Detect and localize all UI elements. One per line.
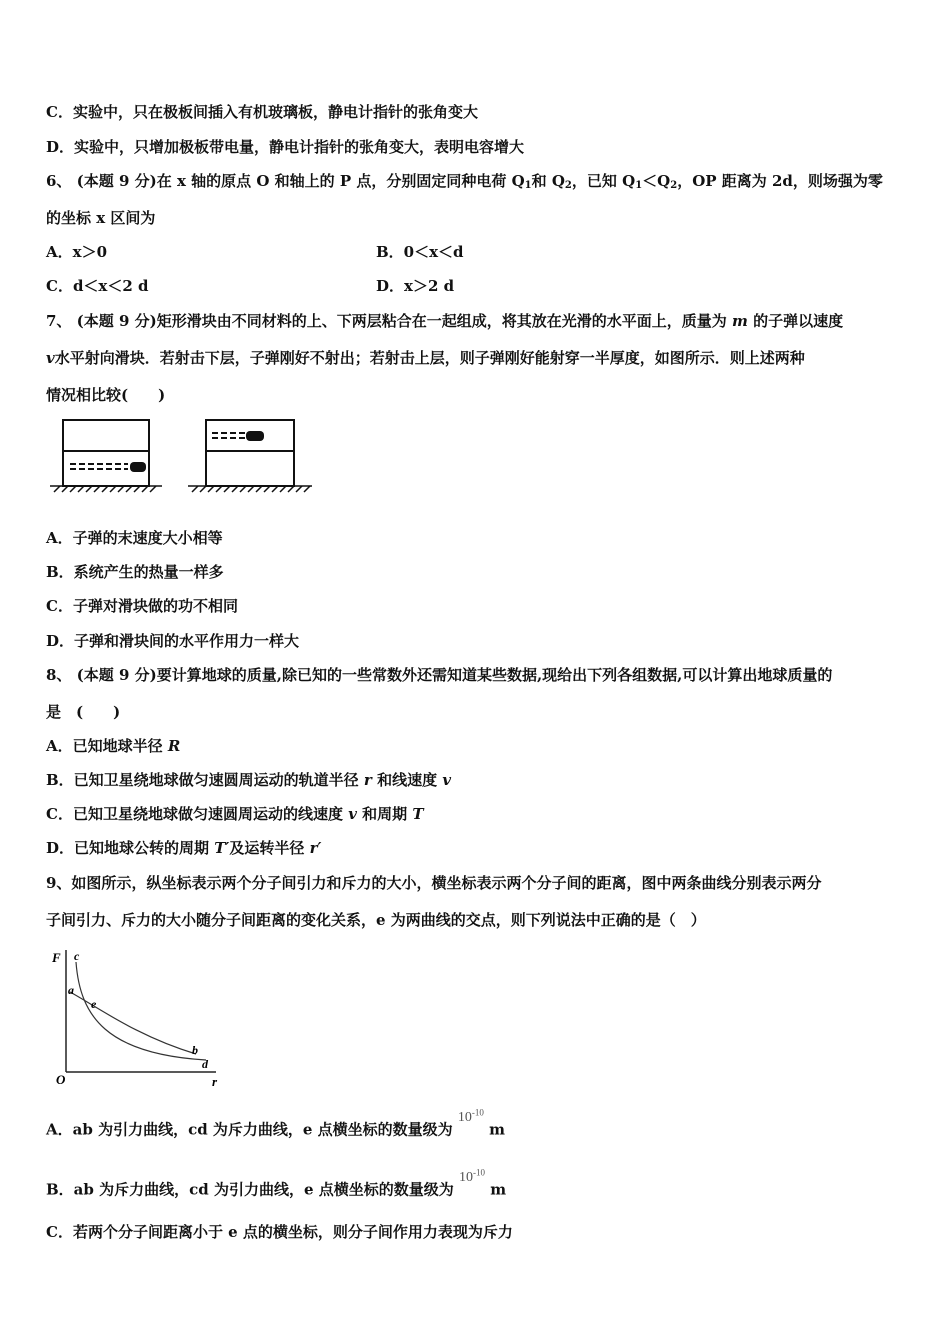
q7-stem-line3: 情况相比较( ) (46, 386, 166, 404)
q9-option-b: B．ab 为斥力曲线，cd 为引力曲线，e 点横坐标的数量级为 $10^{-10}$ m (46, 1167, 507, 1199)
q7-stem-line2: v水平射向滑块．若射击下层，子弹刚好不射出；若射击上层，则子弹刚好能射穿一半厚度，如图所示．则上述两种 (46, 349, 805, 367)
q7-option-c: C．子弹对滑块做的功不相同 (46, 597, 238, 615)
q9-force-graph (46, 946, 226, 1088)
q8-option-d: D．已知地球公转的周期 T′及运转半径 r′ (46, 839, 322, 857)
x-axis-label: r (212, 1074, 218, 1088)
q9-stem-line2: 子间引力、斥力的大小随分子间距离的变化关系，e 为两曲线的交点，则下列说法中正确的是（ ） (46, 911, 706, 929)
q5-option-c: C．实验中，只在极板间插入有机玻璃板，静电计指针的张角变大 (46, 103, 478, 121)
q7-block-diagram (46, 416, 316, 496)
q6-stem-line2: 的坐标 x 区间为 (46, 209, 156, 227)
q7-option-b: B．系统产生的热量一样多 (46, 563, 224, 581)
curve-cd (76, 962, 206, 1060)
q6-option-a: A．x＞0 (46, 243, 108, 261)
q8-option-b: B．已知卫星绕地球做匀速圆周运动的轨道半径 r 和线速度 v (46, 771, 452, 789)
q8-option-a: A．已知地球半径 R (46, 737, 181, 755)
q6-stem-line1: 6、 (本题 9 分)在 x 轴的原点 O 和轴上的 P 点，分别固定同种电荷 $Q_1$和 $Q_2$，已知 $Q_1<Q_2$，OP 距离为 2d，则场强为零 (46, 172, 883, 191)
bullet-lower (130, 462, 146, 472)
q7-option-a: A．子弹的末速度大小相等 (46, 529, 223, 547)
origin-label: O (56, 1072, 66, 1087)
q7-stem-line1: 7、 (本题 9 分)矩形滑块由不同材料的上、下两层粘合在一起组成，将其放在光滑的水平面上，质量为 m 的子弹以速度 (46, 312, 844, 330)
upper-layer-block (206, 420, 294, 486)
bullet-upper (246, 431, 264, 441)
q7-option-d: D．子弹和滑块间的水平作用力一样大 (46, 632, 300, 650)
q6-option-b: B．0＜x＜d (376, 243, 464, 261)
curve-ab (70, 992, 196, 1054)
label-a: a (68, 983, 74, 997)
q9-option-c: C．若两个分子间距离小于 e 点的横坐标，则分子间作用力表现为斥力 (46, 1223, 513, 1241)
q8-stem-line2: 是 ( ) (46, 703, 121, 721)
label-d: d (202, 1057, 208, 1071)
label-e: e (91, 997, 97, 1011)
lower-bullet (70, 464, 128, 469)
label-b: b (192, 1043, 198, 1057)
q8-option-c: C．已知卫星绕地球做匀速圆周运动的线速度 v 和周期 T (46, 805, 424, 823)
q8-stem-line1: 8、 (本题 9 分)要计算地球的质量,除已知的一些常数外还需知道某些数据,现给出下列各组数据,可以计算出地球质量的 (46, 666, 833, 684)
q6-option-c: C．d＜x＜2 d (46, 277, 149, 295)
q5-option-d: D．实验中，只增加极板带电量，静电计指针的张角变大，表明电容增大 (46, 138, 525, 156)
q9-option-a: A．ab 为引力曲线，cd 为斥力曲线，e 点横坐标的数量级为 $10^{-10}$ m (46, 1107, 506, 1139)
label-c: c (74, 949, 80, 963)
y-axis-label: F (52, 950, 61, 965)
lower-layer-block (63, 420, 149, 486)
q6-option-d: D．x＞2 d (376, 277, 455, 295)
q9-stem-line1: 9、如图所示，纵坐标表示两个分子间引力和斥力的大小，横坐标表示两个分子间的距离，图中两条曲线分别表示两分 (46, 874, 822, 892)
